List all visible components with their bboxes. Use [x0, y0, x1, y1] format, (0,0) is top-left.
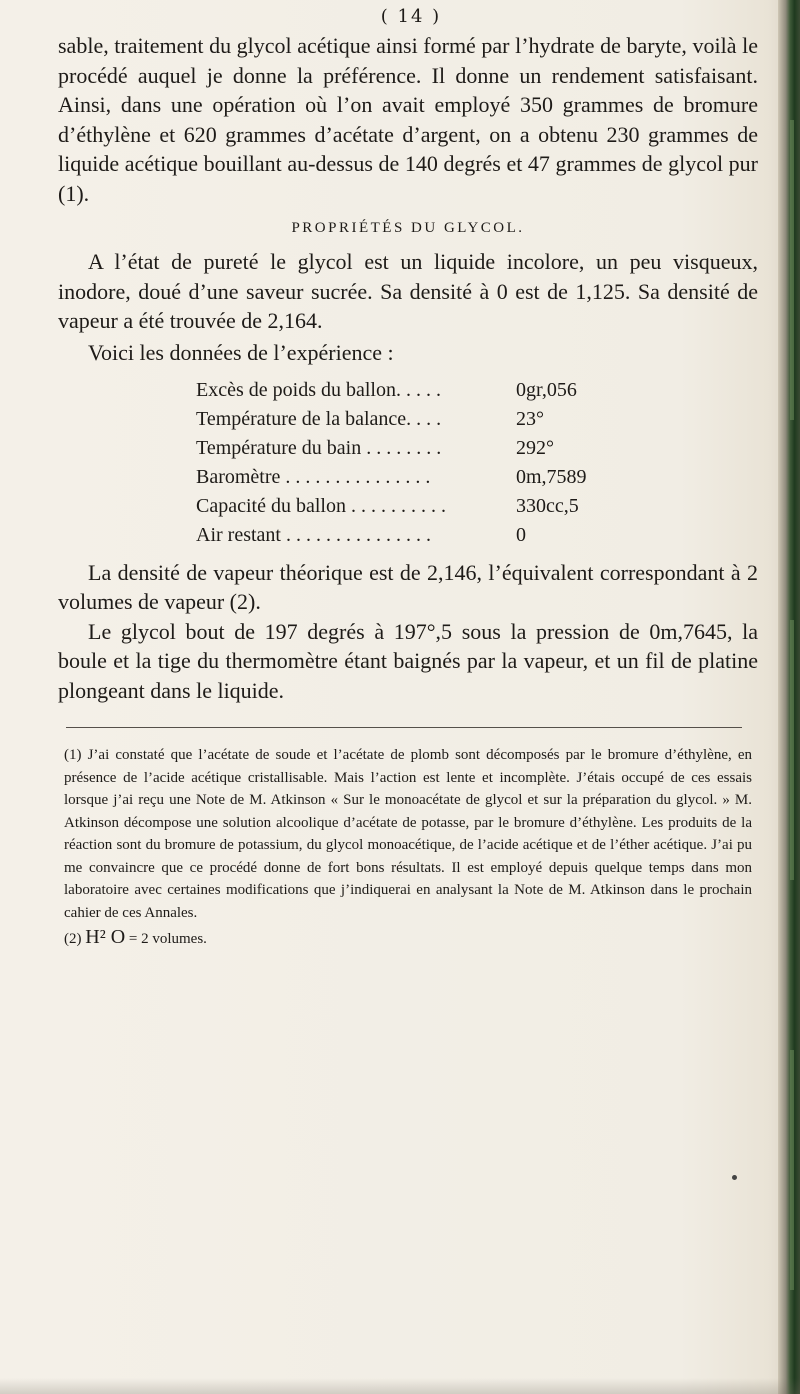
book-spine-edge — [778, 0, 800, 1394]
data-row — [196, 492, 587, 521]
data-row-label: Baromètre . . . . . . . . . . . . . . . — [196, 465, 431, 488]
data-row-label: Capacité du ballon . . . . . . . . . . — [196, 494, 446, 517]
page-bottom-shadow — [0, 1378, 800, 1394]
data-row — [196, 463, 587, 492]
data-row — [196, 405, 587, 434]
data-intro: Voici les données de l’expérience : — [88, 339, 394, 365]
spine-streak — [790, 620, 794, 880]
section-title: PROPRIÉTÉS DU GLYCOL. — [291, 220, 525, 236]
data-row — [196, 434, 587, 463]
footnote-divider — [66, 727, 742, 728]
data-row-value: 0gr,056 — [516, 378, 577, 401]
spine-streak — [790, 120, 794, 420]
data-row-value: 0 — [516, 523, 526, 546]
paragraph-intro: sable, traitement du glycol acétique ainsi formé par l’hydrate de baryte, voilà le procédé auquel je donne la préférence. Il donne un rendement satisfaisant. Ainsi, dans une opération où l’on avait employé 350 grammes de bromure d’éthylène et 620 grammes d’acétate d’argent, on a obtenu 230 grammes de liquide acétique bouillant au-dessus de 140 degrés et 47 grammes de glycol pur (1). — [58, 33, 758, 206]
paragraph-properties: A l’état de pureté le glycol est un liquide incolore, un peu visqueux, inodore, doué d’une saveur sucrée. Sa densité à 0 est de 1,125. Sa densité de vapeur a été trouvée de 2,164. — [58, 249, 758, 333]
experiment-data-table — [196, 376, 587, 550]
data-row-value: 23° — [516, 407, 544, 430]
footnote-2-number: (2) — [64, 931, 82, 947]
data-row-value: 330cc,5 — [516, 494, 579, 517]
footnote-1: (1) J’ai constaté que l’acétate de soude et l’acétate de plomb sont décomposés par le bromure d’éthylène, en présence de l’acide acétique cristallisable. Mais l’action est lente et incomplète. J’étais occupé de ces essais lorsque j’ai reçu une Note de M. Atkinson « Sur le monoacétate de glycol et sur la préparation du glycol. » M. Atkinson décompose une solution alcoolique d’acétate de potasse, par le bromure d’éthylène. Les produits de la réaction sont du bromure de potassium, du glycol monoacétique, de l’acide acétique et de l’éther acétique. J’ai pu me convaincre que ce procédé donne de fort bons résultats. Il est employé depuis quelque temps dans mon laboratoire avec certaines modifications que j’indiquerai en analysant la Note de M. Atkinson dans le prochain cahier de ces Annales. — [64, 747, 752, 921]
footnote-2 — [64, 926, 752, 951]
data-row — [196, 521, 587, 550]
data-row-label: Température du bain . . . . . . . . — [196, 436, 442, 459]
footnotes — [64, 744, 752, 951]
data-row-label: Température de la balance. . . . — [196, 407, 442, 430]
data-row-value: 0m,7589 — [516, 465, 587, 488]
page-content — [58, 6, 758, 951]
data-row-label: Air restant . . . . . . . . . . . . . . . — [196, 523, 431, 546]
paragraph-boiling-point: Le glycol bout de 197 degrés à 197°,5 sous la pression de 0m,7645, la boule et la tige du thermomètre étant baignés par la vapeur, et un fil de platine plongeant dans le liquide. — [58, 618, 758, 703]
paragraph-theoretical-density: La densité de vapeur théorique est de 2,146, l’équivalent correspondant à 2 volumes de vapeur (2). — [58, 559, 758, 614]
data-row-value: 292° — [516, 436, 554, 459]
ink-speck — [732, 1175, 737, 1180]
data-row-label: Excès de poids du ballon. . . . . — [196, 378, 441, 401]
footnote-2-text: = 2 volumes. — [128, 931, 207, 947]
spine-streak — [790, 1050, 794, 1290]
footnote-2-formula: H² O — [85, 926, 126, 948]
page-number: ( 14 ) — [380, 6, 442, 27]
data-row — [196, 376, 587, 405]
